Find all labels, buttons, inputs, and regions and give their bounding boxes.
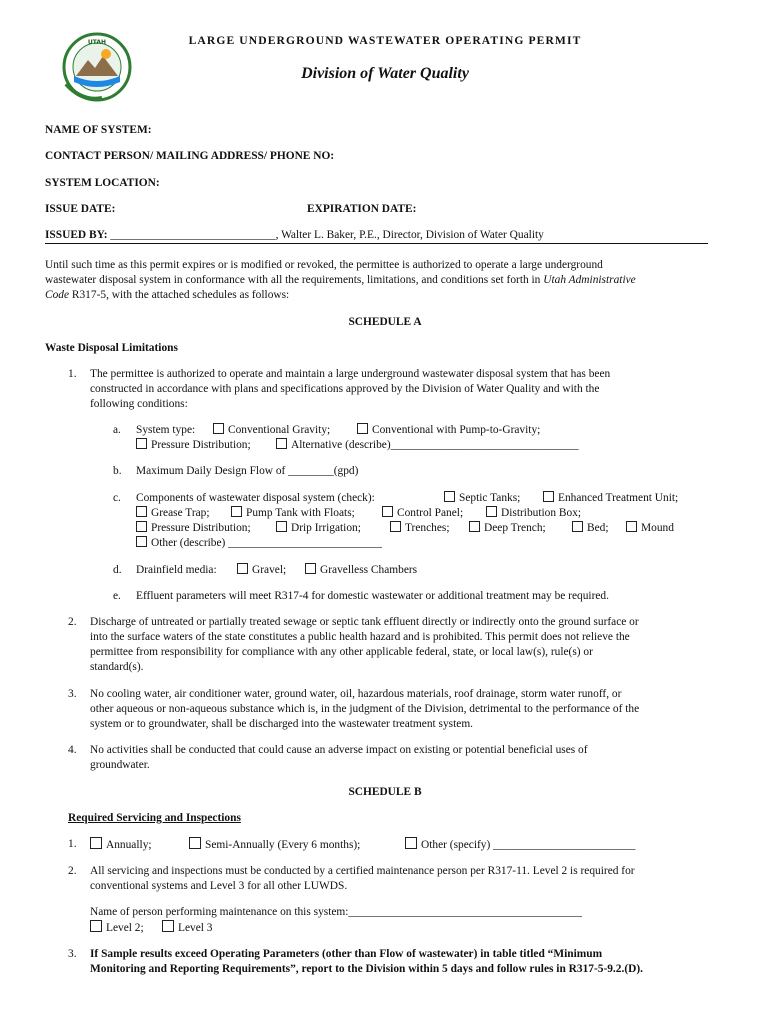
grease-trap-option[interactable] (136, 506, 210, 521)
item-a-letter: a. (113, 424, 121, 436)
intro-line-2 (45, 273, 636, 288)
components-label: Components of wastewater disposal system (check): (136, 492, 375, 504)
b-item-3-line-1: If Sample results exceed Operating Parameters (other than Flow of wastewater) in table titled “Minimum (90, 948, 603, 960)
enhanced-treatment-label: Enhanced Treatment Unit; (558, 492, 679, 504)
b-item-1-number: 1. (68, 838, 77, 850)
pressure-distribution-c-label: Pressure Distribution; (151, 522, 251, 534)
item-1-number: 1. (68, 368, 77, 380)
control-panel-label: Control Panel; (397, 507, 464, 519)
issued-by-label: ISSUED BY: (45, 229, 111, 241)
annually-checkbox[interactable] (90, 837, 102, 849)
expiration-date-label: EXPIRATION DATE: (307, 203, 417, 215)
alternative-describe-field[interactable]: Alternative (describe)_________________________________ (291, 439, 579, 451)
item-3-line-3: system or to groundwater, shall be discharged into the wastewater treatment system. (90, 718, 474, 730)
b-item-2-line-1: All servicing and inspections must be conducted by a certified maintenance person per R317-11. Level 2 is required for (90, 865, 635, 877)
distribution-box-checkbox[interactable] (486, 506, 497, 517)
schedule-a-heading: SCHEDULE A (348, 316, 422, 328)
alternative-option[interactable] (276, 438, 579, 453)
svg-text:UTAH: UTAH (87, 39, 107, 46)
item-1-line-3: following conditions: (90, 398, 188, 410)
item-1-line-2: constructed in accordance with plans and specifications approved by the Division of Water Quality and with the (90, 383, 600, 395)
maintenance-person-field[interactable]: Name of person performing maintenance on this system:_________________________________________ (90, 906, 582, 918)
septic-tanks-label: Septic Tanks; (459, 492, 521, 504)
conventional-gravity-option[interactable] (213, 423, 330, 438)
trenches-checkbox[interactable] (390, 521, 401, 532)
bed-label: Bed; (587, 522, 609, 534)
level-2-option[interactable] (90, 920, 144, 936)
semi-annually-option[interactable] (189, 837, 360, 853)
system-type-label: System type: (136, 424, 196, 436)
gravel-checkbox[interactable] (237, 563, 248, 574)
item-d-letter: d. (113, 564, 122, 576)
annually-option[interactable] (90, 837, 152, 853)
drip-irrigation-label: Drip Irrigation; (291, 522, 361, 534)
other-frequency-option[interactable] (405, 837, 636, 853)
item-1-line-1: The permittee is authorized to operate and maintain a large underground wastewater disposal system that has been (90, 368, 611, 380)
permit-title: LARGE UNDERGROUND WASTEWATER OPERATING PERMIT (188, 34, 582, 47)
trenches-label: Trenches; (405, 522, 450, 534)
conventional-pump-checkbox[interactable] (357, 423, 368, 434)
gravelless-option[interactable] (305, 563, 417, 578)
pressure-distribution-a-label: Pressure Distribution; (151, 439, 251, 451)
level-3-option[interactable] (162, 920, 212, 936)
issue-date-label: ISSUE DATE: (45, 203, 116, 215)
pressure-distribution-a-checkbox[interactable] (136, 438, 147, 449)
intro-code-word: Code (45, 289, 70, 301)
schedule-b-subheading: Required Servicing and Inspections (68, 812, 241, 824)
item-c-letter: c. (113, 492, 121, 504)
intro-line-3-text: R317-5, with the attached schedules as follows: (69, 289, 290, 301)
trenches-option[interactable] (390, 521, 450, 536)
control-panel-checkbox[interactable] (382, 506, 393, 517)
deep-trench-checkbox[interactable] (469, 521, 480, 532)
item-3-line-1: No cooling water, air conditioner water, ground water, oil, hazardous materials, roof drainage, storm water runoff, or (90, 688, 622, 700)
issued-by-director: , Walter L. Baker, P.E., Director, Division of Water Quality (275, 229, 544, 241)
drainfield-media-label: Drainfield media: (136, 564, 217, 576)
septic-tanks-checkbox[interactable] (444, 491, 455, 502)
b-item-3-line-2: Monitoring and Reporting Requirements”, report to the Division within 5 days and follow rules in R317-5-9.2.(D). (90, 963, 643, 975)
issued-by-signature-line[interactable]: _____________________________ (110, 229, 276, 241)
level-3-label: Level 3 (178, 922, 213, 934)
issued-by-row (45, 228, 544, 243)
gravelless-checkbox[interactable] (305, 563, 316, 574)
grease-trap-checkbox[interactable] (136, 506, 147, 517)
mound-checkbox[interactable] (626, 521, 637, 532)
pressure-distribution-c-option[interactable] (136, 521, 251, 536)
grease-trap-label: Grease Trap; (151, 507, 210, 519)
other-component-checkbox[interactable] (136, 536, 147, 547)
name-of-system-label: NAME OF SYSTEM: (45, 124, 152, 136)
enhanced-treatment-checkbox[interactable] (543, 491, 554, 502)
item-3-number: 3. (68, 688, 77, 700)
distribution-box-option[interactable] (486, 506, 581, 521)
b-item-2-number: 2. (68, 865, 77, 877)
item-2-line-2: into the surface waters of the state constitutes a public health hazard and is prohibited. This permit does not relieve the (90, 631, 630, 643)
gravelless-label: Gravelless Chambers (320, 564, 418, 576)
b-item-2-line-2: conventional systems and Level 3 for all other LUWDS. (90, 880, 348, 892)
drip-irrigation-option[interactable] (276, 521, 361, 536)
pump-tank-option[interactable] (231, 506, 355, 521)
item-b-letter: b. (113, 465, 122, 477)
intro-line-3 (45, 288, 289, 303)
alternative-checkbox[interactable] (276, 438, 287, 449)
other-frequency-field[interactable]: Other (specify) _________________________ (421, 839, 636, 851)
schedule-b-heading: SCHEDULE B (348, 786, 422, 798)
item-4-number: 4. (68, 744, 77, 756)
max-daily-flow-field[interactable]: Maximum Daily Design Flow of ________(gpd) (136, 465, 359, 477)
mound-label: Mound (641, 522, 674, 534)
item-2-line-4: standard(s). (90, 661, 144, 673)
deep-trench-label: Deep Trench; (484, 522, 546, 534)
control-panel-option[interactable] (382, 506, 463, 521)
intro-code-ref: Utah Administrative (543, 274, 636, 286)
annually-label: Annually; (106, 839, 152, 851)
intro-line-1: Until such time as this permit expires or is modified or revoked, the permittee is authorized to operate a large underground (45, 259, 603, 271)
distribution-box-label: Distribution Box; (501, 507, 582, 519)
conventional-pump-option[interactable] (357, 423, 540, 438)
bed-checkbox[interactable] (572, 521, 583, 532)
septic-tanks-option[interactable] (444, 491, 520, 506)
other-frequency-checkbox[interactable] (405, 837, 417, 849)
other-component-describe-field[interactable]: Other (describe) ___________________________ (151, 537, 382, 549)
level-2-checkbox[interactable] (90, 920, 102, 932)
header-divider (45, 243, 708, 244)
mound-option[interactable] (626, 521, 674, 536)
pump-tank-checkbox[interactable] (231, 506, 242, 517)
pressure-distribution-a-option[interactable] (136, 438, 251, 453)
effluent-parameters-text: Effluent parameters will meet R317-4 for domestic wastewater or additional treatment may be required. (136, 590, 609, 602)
bed-option[interactable] (572, 521, 609, 536)
item-2-line-1: Discharge of untreated or partially treated sewage or septic tank effluent directly or indirectly onto the ground surface or (90, 616, 639, 628)
contact-label: CONTACT PERSON/ MAILING ADDRESS/ PHONE NO: (45, 150, 335, 162)
conventional-gravity-label: Conventional Gravity; (228, 424, 331, 436)
gravel-option[interactable] (237, 563, 286, 578)
enhanced-treatment-option[interactable] (543, 491, 678, 506)
deep-trench-option[interactable] (469, 521, 546, 536)
pump-tank-label: Pump Tank with Floats; (246, 507, 355, 519)
item-2-number: 2. (68, 616, 77, 628)
intro-line-2-text: wastewater disposal system in conformance with all the requirements, limitations, and conditions set forth in (45, 274, 544, 286)
system-location-label: SYSTEM LOCATION: (45, 177, 160, 189)
conventional-gravity-checkbox[interactable] (213, 423, 224, 434)
semi-annually-checkbox[interactable] (189, 837, 201, 849)
level-2-label: Level 2; (106, 922, 144, 934)
item-4-line-2: groundwater. (90, 759, 150, 771)
item-3-line-2: other aqueous or non-aqueous substance which is, in the judgment of the Division, detrimental to the performance of the (90, 703, 640, 715)
other-component-option[interactable] (136, 536, 382, 551)
semi-annually-label: Semi-Annually (Every 6 months); (205, 839, 361, 851)
division-title: Division of Water Quality (301, 65, 469, 82)
level-3-checkbox[interactable] (162, 920, 174, 932)
conventional-pump-label: Conventional with Pump-to-Gravity; (372, 424, 541, 436)
b-item-3-number: 3. (68, 948, 77, 960)
drip-irrigation-checkbox[interactable] (276, 521, 287, 532)
item-4-line-1: No activities shall be conducted that could cause an adverse impact on existing or potential beneficial uses of (90, 744, 588, 756)
gravel-label: Gravel; (252, 564, 287, 576)
schedule-a-subheading: Waste Disposal Limitations (45, 342, 178, 354)
item-2-line-3: permittee from responsibility for compliance with any other applicable federal, state, or local law(s), rule(s) or (90, 646, 593, 658)
pressure-distribution-c-checkbox[interactable] (136, 521, 147, 532)
item-e-letter: e. (113, 590, 121, 602)
